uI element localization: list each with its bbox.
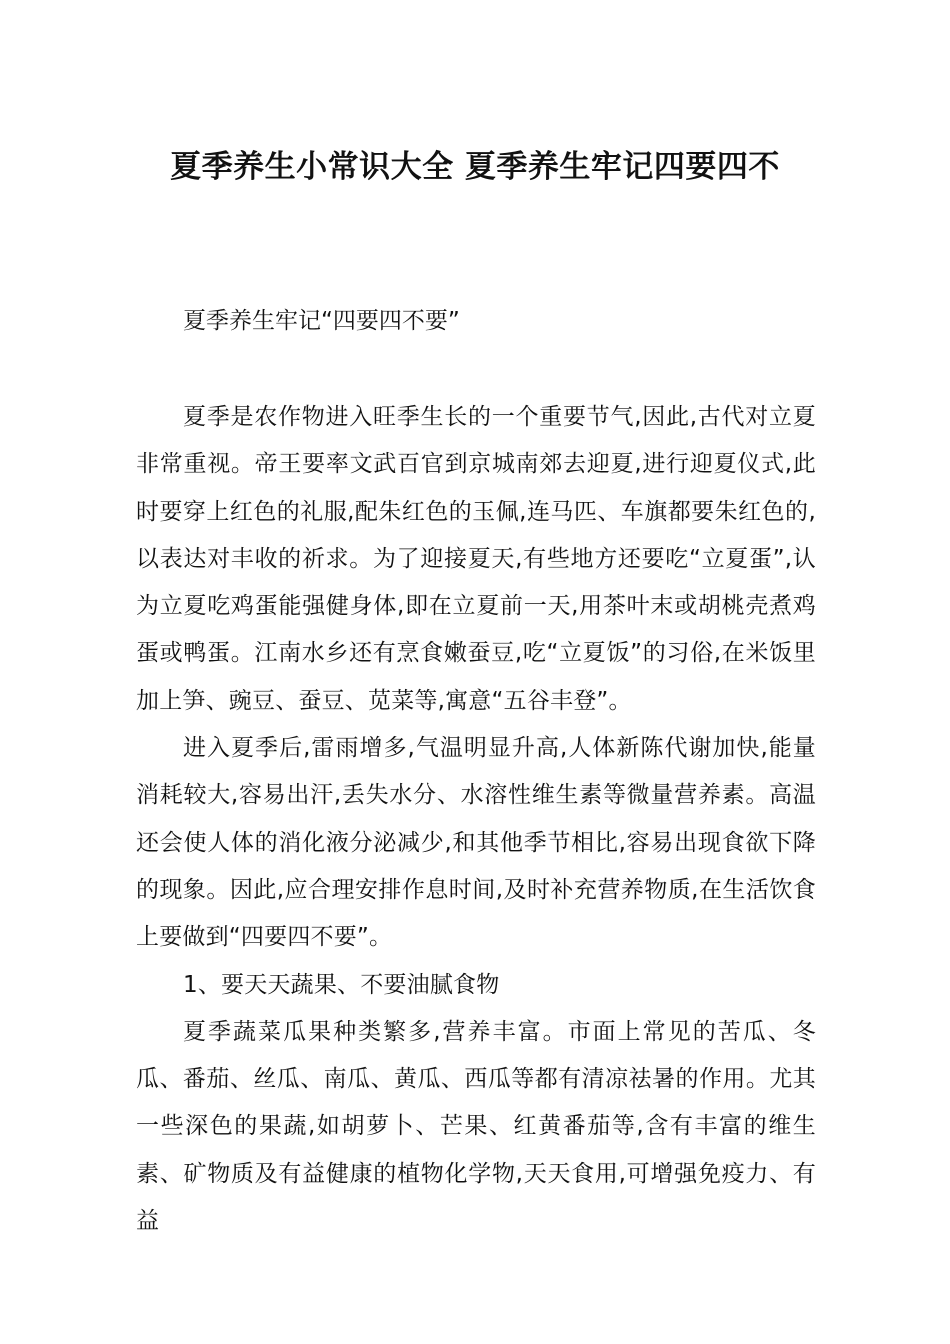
document-body xyxy=(136,394,816,1245)
paragraph-summer-nutrition: 进入夏季后,雷雨增多,气温明显升高,人体新陈代谢加快,能量消耗较大,容易出汗,丢失水分、水溶性维生素等微量营养素。高温还会使人体的消化液分泌减少,和其他季节相比,容易出现食欲下降的现象。因此,应合理安排作息时间,及时补充营养物质,在生活饮食上要做到“四要四不要”。 xyxy=(136,735,816,951)
document-title: 夏季养生小常识大全 夏季养生牢记四要四不 xyxy=(170,149,780,185)
paragraph-summer-custom: 夏季是农作物进入旺季生长的一个重要节气,因此,古代对立夏非常重视。帝王要率文武百官到京城南郊去迎夏,进行迎夏仪式,此时要穿上红色的礼服,配朱红色的玉佩,连马匹、车旗都要朱红色的,以表达对丰收的祈求。为了迎接夏天,有些地方还要吃“立夏蛋”,认为立夏吃鸡蛋能强健身体,即在立夏前一天,用茶叶末或胡桃壳煮鸡蛋或鸭蛋。江南水乡还有烹食嫩蚕豆,吃“立夏饭”的习俗,在米饭里加上笋、豌豆、蚕豆、苋菜等,寓意“五谷丰登”。 xyxy=(136,404,816,714)
section-heading-1: 1、要天天蔬果、不要油腻食物 xyxy=(183,971,500,998)
document-subtitle: 夏季养生牢记“四要四不要” xyxy=(183,308,460,334)
paragraph-vegetables-fruits: 夏季蔬菜瓜果种类繁多,营养丰富。市面上常见的苦瓜、冬瓜、番茄、丝瓜、南瓜、黄瓜、西瓜等都有清凉祛暑的作用。尤其一些深色的果蔬,如胡萝卜、芒果、红黄番茄等,含有丰富的维生素、矿物质及有益健康的植物化学物,天天食用,可增强免疫力、有益 xyxy=(136,1018,816,1235)
